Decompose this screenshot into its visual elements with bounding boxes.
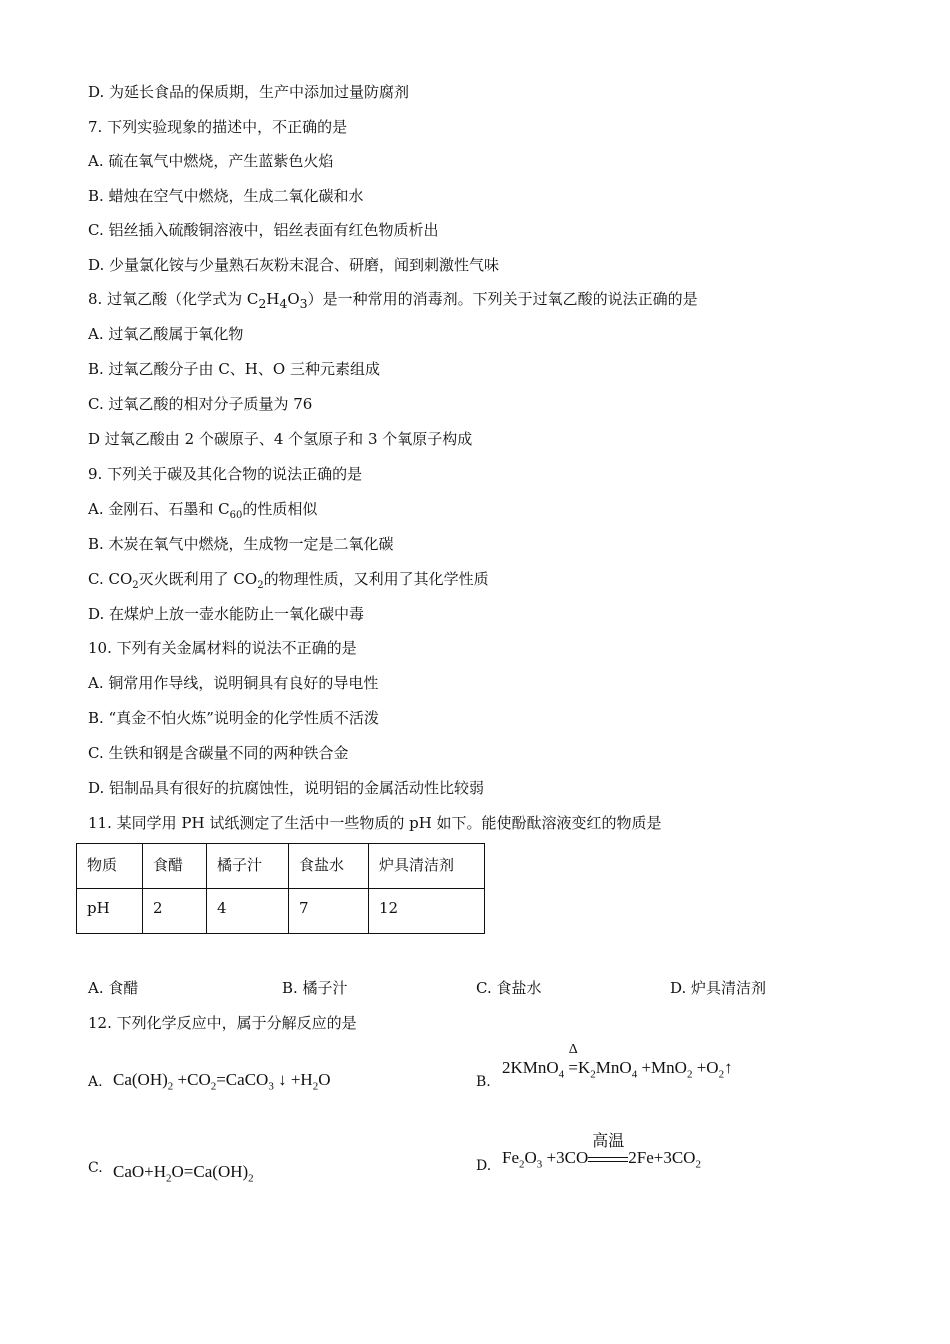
q9-option-c: C. $CO_2$灭火既利用了 $CO_2$的物理性质，又利用了其化学性质 (88, 570, 489, 591)
q9-option-d: D. 在煤炉上放一壶水能防止一氧化碳中毒 (88, 605, 365, 623)
q11-stem: 11. 某同学用 PH 试纸测定了生活中一些物质的 pH 如下。能使酚酞溶液变红的物质是 (88, 814, 662, 832)
q9-stem: 9. 下列关于碳及其化合物的说法正确的是 (88, 465, 363, 483)
q7-option-a: A. 硫在氧气中燃烧，产生蓝紫色火焰 (88, 152, 334, 170)
table-cell: 物质 (77, 844, 143, 889)
q10-option-a: A. 铜常用作导线，说明铜具有良好的导电性 (88, 674, 379, 692)
q12-label-d: D. (476, 1158, 492, 1174)
q11-option-c: C. 食盐水 (476, 979, 542, 997)
equation-c: $CaO+H_2O=Ca(OH)_2$ (113, 1162, 254, 1185)
q7-option-d: D. 少量氯化铵与少量熟石灰粉末混合、研磨，闻到刺激性气味 (88, 256, 500, 274)
q6-option-d: D. 为延长食品的保质期，生产中添加过量防腐剂 (88, 83, 410, 101)
table-cell: 4 (207, 889, 289, 934)
q11-option-b: B. 橘子汁 (282, 979, 348, 997)
q10-stem: 10. 下列有关金属材料的说法不正确的是 (88, 639, 357, 657)
q9-option-b: B. 木炭在氧气中燃烧，生成物一定是二氧化碳 (88, 535, 394, 553)
q8-option-b: B. 过氧乙酸分子由 C、H、O 三种元素组成 (88, 360, 380, 378)
table-header-row (77, 844, 485, 889)
q11-option-a: A. 食醋 (88, 979, 139, 997)
table-cell: 2 (143, 889, 207, 934)
q8-option-a: A. 过氧乙酸属于氧化物 (88, 325, 244, 343)
q12-label-c: C. (88, 1160, 103, 1176)
q12-stem: 12. 下列化学反应中，属于分解反应的是 (88, 1014, 357, 1032)
q10-option-c: C. 生铁和钢是含碳量不同的两种铁合金 (88, 744, 349, 762)
q9-option-a: A. 金刚石、石墨和 $C_{60}$的性质相似 (88, 500, 318, 521)
q8-option-d: D 过氧乙酸由 2 个碳原子、4 个氢原子和 3 个氧原子构成 (88, 430, 473, 448)
table-cell: 7 (289, 889, 369, 934)
table-cell: 12 (369, 889, 485, 934)
q7-option-b: B. 蜡烛在空气中燃烧，生成二氧化碳和水 (88, 187, 364, 205)
q10-option-b: B. “真金不怕火炼”说明金的化学性质不活泼 (88, 709, 379, 727)
q8-stem: 8. 过氧乙酸（化学式为 $C_2H_4O_3$）是一种常用的消毒剂。下列关于过氧乙酸的说法正确的是 (88, 290, 698, 311)
equation-a: $Ca(OH)_2$ $+CO_2=CaCO_3$ ↓ $+H_2O$ (113, 1070, 331, 1093)
table-cell: 食醋 (143, 844, 207, 889)
table-cell: 橘子汁 (207, 844, 289, 889)
q7-stem: 7. 下列实验现象的描述中，不正确的是 (88, 118, 348, 136)
q12-label-a: A. (88, 1074, 103, 1090)
equation-d: $Fe_2O_3 +3CO$ 高温 $2Fe+3CO_2$ (502, 1131, 701, 1171)
q10-option-d: D. 铝制品具有很好的抗腐蚀性，说明铝的金属活动性比较弱 (88, 779, 485, 797)
q11-option-d: D. 炉具清洁剂 (670, 979, 767, 997)
ph-table (76, 843, 485, 934)
q12-label-b: B. (476, 1074, 491, 1090)
q7-option-c: C. 铝丝插入硫酸铜溶液中，铝丝表面有红色物质析出 (88, 221, 439, 239)
table-cell: 食盐水 (289, 844, 369, 889)
table-cell: 炉具清洁剂 (369, 844, 485, 889)
table-row (77, 889, 485, 934)
equation-b: 2KMnO$_4$ = Δ $K_2MnO_4 +MnO_2$ $+O_2↑$ (502, 1042, 733, 1081)
table-cell: pH (77, 889, 143, 934)
q8-option-c: C. 过氧乙酸的相对分子质量为 76 (88, 395, 313, 413)
